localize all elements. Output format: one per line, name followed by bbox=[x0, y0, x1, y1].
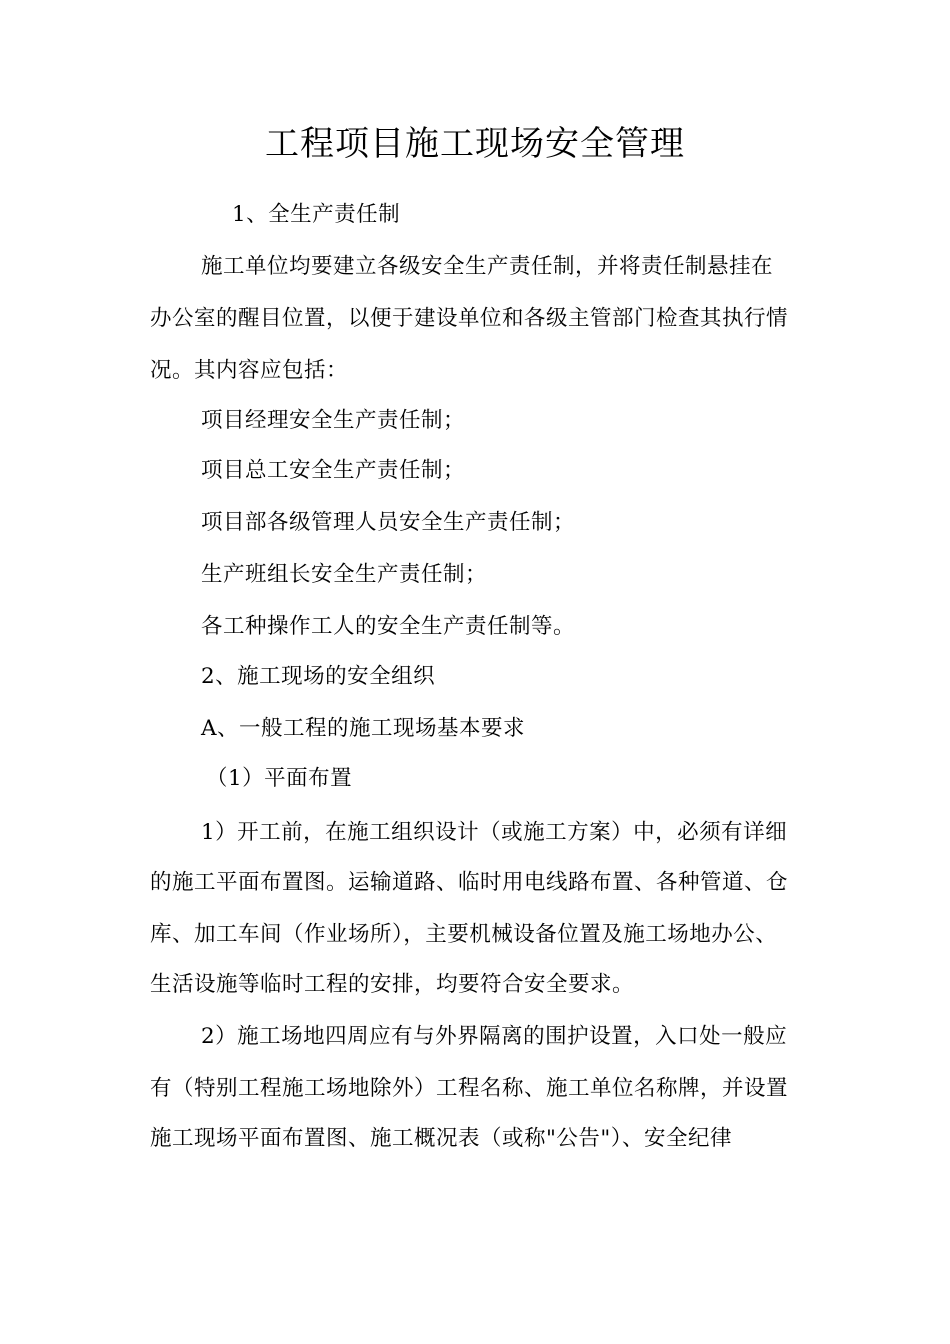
list-item: 生产班组长安全生产责任制； bbox=[201, 562, 488, 587]
paragraph-line: 施工单位均要建立各级安全生产责任制，并将责任制悬挂在 bbox=[201, 254, 774, 279]
paragraph-line: 2）施工场地四周应有与外界隔离的围护设置，入口处一般应 bbox=[201, 1024, 788, 1049]
paragraph-line: 的施工平面布置图。运输道路、临时用电线路布置、各种管道、仓 bbox=[150, 870, 789, 895]
subsection-heading: （1）平面布置 bbox=[206, 766, 353, 791]
list-item: 项目部各级管理人员安全生产责任制； bbox=[201, 510, 576, 535]
subsection-heading: A、一般工程的施工现场基本要求 bbox=[201, 716, 526, 741]
paragraph-line: 施工现场平面布置图、施工概况表（或称"公告"）、安全纪律 bbox=[150, 1126, 733, 1151]
list-item: 各工种操作工人的安全生产责任制等。 bbox=[201, 614, 576, 639]
list-item: 项目经理安全生产责任制； bbox=[201, 408, 466, 433]
section-heading-2: 2、施工现场的安全组织 bbox=[201, 664, 436, 689]
paragraph-line: 1）开工前，在施工组织设计（或施工方案）中，必须有详细 bbox=[201, 820, 788, 845]
paragraph-line: 有（特别工程施工场地除外）工程名称、施工单位名称牌，并设置 bbox=[150, 1076, 789, 1101]
paragraph-line: 况。其内容应包括： bbox=[150, 358, 349, 383]
paragraph-line: 办公室的醒目位置，以便于建设单位和各级主管部门检查其执行情 bbox=[150, 306, 789, 331]
paragraph-line: 生活设施等临时工程的安排，均要符合安全要求。 bbox=[150, 972, 635, 997]
document-title: 工程项目施工现场安全管理 bbox=[265, 124, 685, 164]
section-heading-1: 1、全生产责任制 bbox=[232, 202, 401, 227]
list-item: 项目总工安全生产责任制； bbox=[201, 458, 466, 483]
paragraph-line: 库、加工车间（作业场所），主要机械设备位置及施工场地办公、 bbox=[150, 922, 778, 947]
